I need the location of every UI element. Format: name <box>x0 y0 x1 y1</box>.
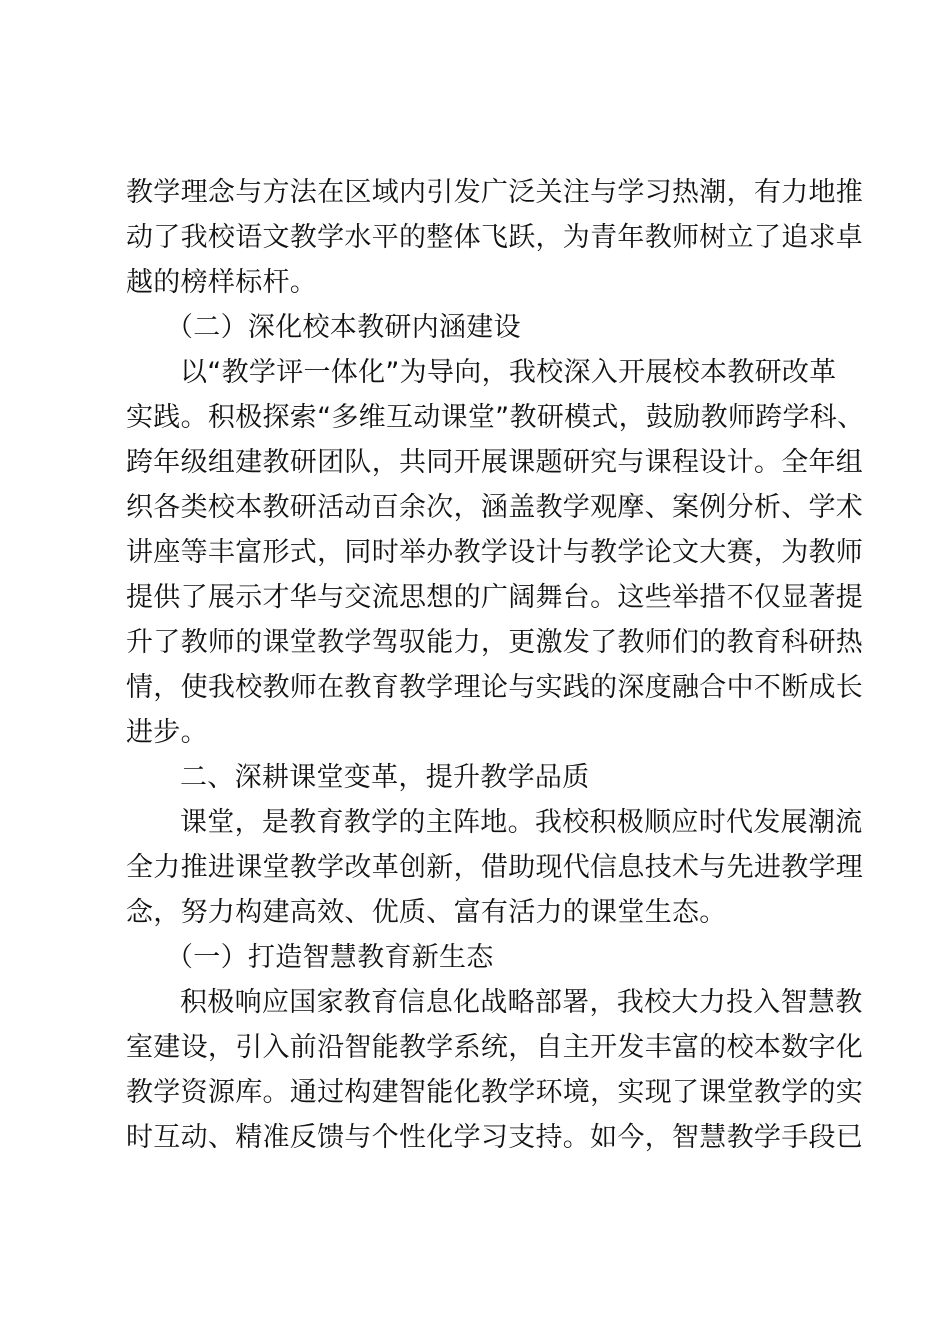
section-heading: （一）打造智慧教育新生态 <box>166 942 494 973</box>
text-line: 讲座等丰富形式，同时举办教学设计与教学论文大赛，为教师 <box>126 537 864 568</box>
text-line: 越的榜样标杆。 <box>126 267 318 298</box>
text-line: 室建设，引入前沿智能教学系统，自主开发丰富的校本数字化 <box>126 1032 864 1063</box>
text-line: 升了教师的课堂教学驾驭能力，更激发了教师们的教育科研热 <box>126 627 864 658</box>
text-line: 时互动、精准反馈与个性化学习支持。如今，智慧教学手段已 <box>126 1122 864 1153</box>
text-line: 课堂，是教育教学的主阵地。我校积极顺应时代发展潮流 <box>180 807 863 838</box>
text-line: 实践。积极探索“多维互动课堂”教研模式，鼓励教师跨学科、 <box>126 402 865 433</box>
text-line: 进步。 <box>126 717 208 748</box>
text-line: 念，努力构建高效、优质、富有活力的课堂生态。 <box>126 897 727 928</box>
text-line: 教学资源库。通过构建智能化教学环境，实现了课堂教学的实 <box>126 1077 864 1108</box>
text-line: 动了我校语文教学水平的整体飞跃，为青年教师树立了追求卓 <box>126 222 864 253</box>
text-line: 情，使我校教师在教育教学理论与实践的深度融合中不断成长 <box>126 672 864 703</box>
section-heading: （二）深化校本教研内涵建设 <box>166 312 521 343</box>
section-heading: 二、深耕课堂变革，提升教学品质 <box>180 762 590 793</box>
text-line: 提供了展示才华与交流思想的广阔舞台。这些举措不仅显著提 <box>126 582 864 613</box>
text-line: 织各类校本教研活动百余次，涵盖教学观摩、案例分析、学术 <box>126 492 864 523</box>
text-line: 全力推进课堂教学改革创新，借助现代信息技术与先进教学理 <box>126 852 864 883</box>
text-line: 跨年级组建教研团队，共同开展课题研究与课程设计。全年组 <box>126 447 864 478</box>
text-line: 教学理念与方法在区域内引发广泛关注与学习热潮，有力地推 <box>126 177 864 208</box>
text-line: 以“教学评一体化”为导向，我校深入开展校本教研改革 <box>180 357 837 388</box>
text-line: 积极响应国家教育信息化战略部署，我校大力投入智慧教 <box>180 987 863 1018</box>
